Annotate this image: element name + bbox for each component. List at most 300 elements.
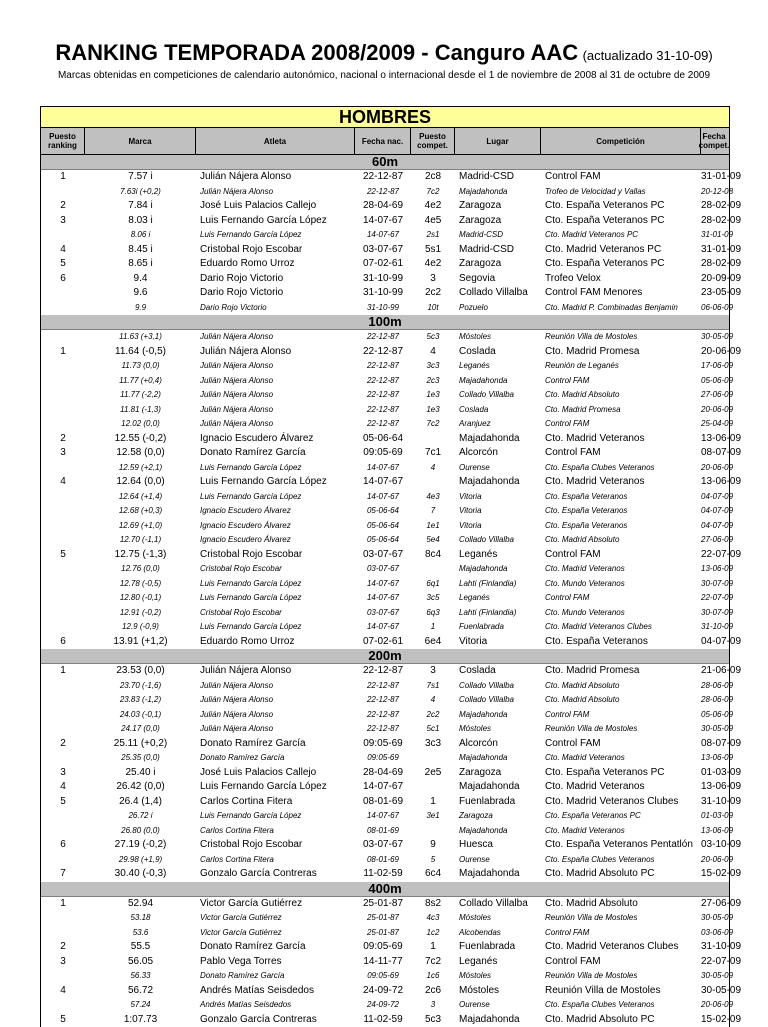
cell-position: 7c1 [411,446,455,461]
col-header-position: Puesto compet. [411,128,455,154]
cell-place: Leganés [455,548,541,563]
cell-date: 22-07-09 [701,548,727,563]
cell-competition: Control FAM [541,170,701,185]
cell-birth-date: 14-07-67 [355,809,411,824]
table-row [41,286,729,301]
table-row [41,446,729,461]
table-row [41,708,729,723]
cell-birth-date: 14-07-67 [355,620,411,635]
table-row [41,257,729,272]
cell-rank [41,228,85,243]
cell-birth-date: 08-01-69 [355,853,411,868]
table-row [41,214,729,229]
cell-competition: Cto. Mundo Veteranos [541,606,701,621]
cell-rank [41,490,85,505]
cell-athlete: Julián Nájera Alonso [196,330,355,345]
cell-mark: 26.80 (0,0) [85,824,196,839]
cell-place: Vitoria [455,490,541,505]
cell-rank [41,708,85,723]
table-row [41,853,729,868]
cell-position: 5c3 [411,330,455,345]
col-header-athlete: Atleta [196,128,355,154]
cell-birth-date: 22-12-87 [355,417,411,432]
cell-rank [41,417,85,432]
cell-competition: Reunión Villa de Mostoles [541,984,701,999]
cell-competition: Cto. Madrid Absoluto [541,679,701,694]
cell-birth-date: 22-12-87 [355,693,411,708]
cell-position: 2e5 [411,766,455,781]
cell-date: 04-07-09 [701,519,727,534]
cell-mark: 52.94 [85,897,196,912]
cell-competition: Control FAM [541,446,701,461]
col-header-competition: Competición [541,128,701,154]
cell-place: Fuenlabrada [455,940,541,955]
cell-place: Móstoles [455,722,541,737]
cell-birth-date: 05-06-64 [355,432,411,447]
title-main: RANKING TEMPORADA 2008/2009 - Canguro AAC [55,40,578,65]
cell-competition: Cto. España Clubes Veteranos [541,998,701,1013]
cell-mark: 9.6 [85,286,196,301]
cell-athlete: Cristobal Rojo Escobar [196,606,355,621]
cell-mark: 7.63i (+0,2) [85,185,196,200]
cell-birth-date: 22-12-87 [355,170,411,185]
cell-birth-date: 22-12-87 [355,679,411,694]
cell-mark: 24.03 (-0,1) [85,708,196,723]
cell-place: Huesca [455,838,541,853]
event-header-200m: 200m [41,649,729,664]
cell-rank: 1 [41,170,85,185]
cell-athlete: Julián Nájera Alonso [196,679,355,694]
cell-rank [41,591,85,606]
cell-rank [41,926,85,941]
cell-mark: 11.77 (+0,4) [85,374,196,389]
cell-athlete: Julián Nájera Alonso [196,664,355,679]
table-row [41,693,729,708]
cell-rank [41,286,85,301]
cell-competition: Cto. España Clubes Veteranos [541,853,701,868]
table-row [41,969,729,984]
cell-competition: Cto. España Veteranos [541,519,701,534]
cell-place: Ourense [455,461,541,476]
cell-mark: 56.72 [85,984,196,999]
cell-date: 13-06-09 [701,780,727,795]
cell-position: 3c3 [411,359,455,374]
cell-position: 2c8 [411,170,455,185]
cell-position: 6e4 [411,635,455,650]
cell-athlete: Julián Nájera Alonso [196,170,355,185]
cell-competition: Trofeo de Velocidad y Vallas [541,185,701,200]
cell-birth-date: 03-07-67 [355,562,411,577]
table-row [41,170,729,185]
cell-date: 03-06-09 [701,926,727,941]
table-row [41,461,729,476]
cell-position [411,824,455,839]
col-header-date: Fecha compet. [701,128,727,154]
cell-competition: Cto. Mundo Veteranos [541,577,701,592]
cell-position: 10t [411,301,455,316]
cell-athlete: Luis Fernando García López [196,475,355,490]
cell-mark: 12.9 (-0,9) [85,620,196,635]
cell-position: 8s2 [411,897,455,912]
cell-competition: Reunión Villa de Mostoles [541,722,701,737]
cell-rank [41,751,85,766]
cell-birth-date: 22-12-87 [355,345,411,360]
cell-date: 31-01-09 [701,228,727,243]
cell-date: 04-07-09 [701,504,727,519]
cell-position: 1e3 [411,388,455,403]
cell-date: 28-06-09 [701,679,727,694]
cell-position: 5s1 [411,243,455,258]
table-row [41,998,729,1013]
cell-place: Lahti (Finlandia) [455,606,541,621]
cell-birth-date: 03-07-67 [355,548,411,563]
table-row [41,940,729,955]
cell-date: 28-02-09 [701,199,727,214]
cell-position: 3c3 [411,737,455,752]
cell-athlete: Donato Ramírez García [196,940,355,955]
cell-competition: Cto. España Veteranos Pentatlón [541,838,701,853]
cell-position: 4c3 [411,911,455,926]
cell-date: 13-06-09 [701,475,727,490]
cell-mark: 53.18 [85,911,196,926]
cell-place: Leganés [455,591,541,606]
cell-date: 04-07-09 [701,490,727,505]
cell-place: Fuenlabrada [455,620,541,635]
cell-date: 06-06-09 [701,301,727,316]
cell-place: Leganés [455,359,541,374]
cell-rank: 2 [41,940,85,955]
table-row [41,533,729,548]
cell-mark: 12.59 (+2,1) [85,461,196,476]
cell-position: 5 [411,853,455,868]
cell-athlete: Andrés Matías Seisdedos [196,984,355,999]
cell-athlete: Carlos Cortina Fitera [196,853,355,868]
cell-date: 20-06-09 [701,853,727,868]
cell-date: 20-06-09 [701,403,727,418]
table-row [41,984,729,999]
cell-place: Coslada [455,403,541,418]
cell-mark: 55.5 [85,940,196,955]
cell-mark: 12.58 (0,0) [85,446,196,461]
cell-position: 6c4 [411,867,455,882]
cell-rank: 6 [41,272,85,287]
cell-athlete: Luis Fernando García López [196,214,355,229]
cell-date: 17-06-09 [701,359,727,374]
cell-athlete: Carlos Cortina Fitera [196,795,355,810]
col-header-place: Lugar [455,128,541,154]
cell-athlete: Julián Nájera Alonso [196,388,355,403]
cell-date: 30-05-09 [701,984,727,999]
cell-mark: 11.73 (0,0) [85,359,196,374]
cell-rank: 2 [41,199,85,214]
cell-mark: 7.57 i [85,170,196,185]
cell-competition: Control FAM [541,708,701,723]
cell-birth-date: 11-02-59 [355,1013,411,1027]
cell-birth-date: 14-07-67 [355,591,411,606]
cell-competition: Cto. España Veteranos [541,490,701,505]
cell-competition: Control FAM [541,548,701,563]
cell-rank: 2 [41,737,85,752]
cell-place: Collado Villalba [455,388,541,403]
cell-mark: 26.4 (1,4) [85,795,196,810]
cell-mark: 23.53 (0,0) [85,664,196,679]
cell-athlete: Donato Ramírez García [196,969,355,984]
cell-athlete: Julián Nájera Alonso [196,185,355,200]
cell-rank [41,809,85,824]
cell-rank: 6 [41,838,85,853]
cell-competition: Control FAM [541,374,701,389]
cell-mark: 12.64 (0,0) [85,475,196,490]
cell-competition: Cto. Madrid Veteranos [541,475,701,490]
cell-athlete: Luis Fernando García López [196,620,355,635]
cell-birth-date: 22-12-87 [355,359,411,374]
cell-competition: Cto. Madrid Absoluto [541,897,701,912]
cell-position: 4 [411,345,455,360]
cell-place: Majadahonda [455,1013,541,1027]
cell-birth-date: 03-07-67 [355,606,411,621]
cell-athlete: Luis Fernando García López [196,228,355,243]
cell-place: Móstoles [455,969,541,984]
cell-birth-date: 07-02-61 [355,635,411,650]
cell-place: Majadahonda [455,824,541,839]
cell-position [411,562,455,577]
cell-mark: 12.68 (+0,3) [85,504,196,519]
cell-rank: 1 [41,345,85,360]
cell-position: 7s1 [411,679,455,694]
cell-athlete: Carlos Cortina Fitera [196,824,355,839]
cell-competition: Control FAM [541,417,701,432]
cell-mark: 56.05 [85,955,196,970]
cell-date: 31-10-09 [701,795,727,810]
page-title [0,40,768,66]
cell-mark: 9.9 [85,301,196,316]
cell-birth-date: 25-01-87 [355,911,411,926]
cell-place: Alcorcón [455,446,541,461]
cell-place: Móstoles [455,330,541,345]
cell-athlete: José Luis Palacios Callejo [196,766,355,781]
cell-athlete: Julián Nájera Alonso [196,403,355,418]
table-row [41,562,729,577]
cell-position: 1c6 [411,969,455,984]
event-header-400m: 400m [41,882,729,897]
cell-mark: 12.55 (-0,2) [85,432,196,447]
cell-birth-date: 22-12-87 [355,374,411,389]
cell-place: Alcobendas [455,926,541,941]
cell-birth-date: 14-07-67 [355,490,411,505]
cell-rank [41,824,85,839]
category-banner: HOMBRES [41,106,729,128]
cell-place: Leganés [455,955,541,970]
cell-mark: 1:07.73 [85,1013,196,1027]
cell-date: 27-06-09 [701,897,727,912]
cell-competition: Cto. España Veteranos PC [541,809,701,824]
table-row [41,272,729,287]
cell-athlete: Donato Ramírez García [196,446,355,461]
cell-competition: Cto. Madrid Veteranos PC [541,243,701,258]
cell-athlete: Ignacio Escudero Álvarez [196,432,355,447]
cell-place: Pozuelo [455,301,541,316]
cell-date: 20-12-08 [701,185,727,200]
cell-athlete: Victor García Gutiérrez [196,897,355,912]
cell-rank [41,969,85,984]
cell-athlete: Luis Fernando García López [196,577,355,592]
cell-athlete: Victor García Gutiérrez [196,911,355,926]
table-row [41,301,729,316]
title-updated: (actualizado 31-10-09) [583,48,713,63]
cell-mark: 12.80 (-0,1) [85,591,196,606]
cell-position: 1 [411,620,455,635]
cell-athlete: Julián Nájera Alonso [196,374,355,389]
cell-mark: 13.91 (+1,2) [85,635,196,650]
cell-athlete: Luis Fernando García López [196,591,355,606]
cell-rank: 4 [41,475,85,490]
cell-rank: 1 [41,664,85,679]
cell-birth-date: 22-12-87 [355,403,411,418]
cell-place: Collado Villalba [455,897,541,912]
cell-mark: 12.78 (-0,5) [85,577,196,592]
cell-birth-date: 22-12-87 [355,722,411,737]
cell-mark: 8.65 i [85,257,196,272]
cell-place: Majadahonda [455,867,541,882]
cell-birth-date: 14-07-67 [355,780,411,795]
cell-birth-date: 09:05-69 [355,969,411,984]
cell-place: Aranjuez [455,417,541,432]
cell-athlete: Julián Nájera Alonso [196,708,355,723]
cell-competition: Cto. Madrid Veteranos [541,562,701,577]
cell-position: 3 [411,664,455,679]
cell-place: Coslada [455,664,541,679]
cell-place: Majadahonda [455,475,541,490]
cell-position: 1e3 [411,403,455,418]
cell-date: 08-07-09 [701,737,727,752]
cell-rank [41,301,85,316]
cell-date: 30-07-09 [701,606,727,621]
cell-competition: Cto. España Veteranos [541,504,701,519]
cell-athlete: Julián Nájera Alonso [196,417,355,432]
table-row [41,359,729,374]
cell-date: 08-07-09 [701,446,727,461]
cell-rank: 3 [41,766,85,781]
cell-birth-date: 14-11-77 [355,955,411,970]
cell-place: Móstoles [455,984,541,999]
cell-competition: Cto. Madrid Veteranos [541,432,701,447]
cell-athlete: Cristobal Rojo Escobar [196,562,355,577]
cell-athlete: Julián Nájera Alonso [196,693,355,708]
cell-position: 4e2 [411,199,455,214]
cell-birth-date: 22-12-87 [355,664,411,679]
cell-position: 4 [411,461,455,476]
table-row [41,1013,729,1027]
cell-rank [41,388,85,403]
cell-athlete: Cristobal Rojo Escobar [196,838,355,853]
cell-athlete: Julián Nájera Alonso [196,359,355,374]
cell-birth-date: 05-06-64 [355,519,411,534]
cell-mark: 29.98 (+1,9) [85,853,196,868]
event-header-60m: 60m [41,155,729,170]
cell-mark: 30.40 (-0,3) [85,867,196,882]
cell-rank: 3 [41,955,85,970]
cell-position: 1 [411,940,455,955]
cell-rank [41,533,85,548]
cell-mark: 12.75 (-1,3) [85,548,196,563]
cell-athlete: Dario Rojo Victorio [196,272,355,287]
cell-position: 1e1 [411,519,455,534]
cell-position [411,475,455,490]
cell-competition: Cto. Madrid Veteranos PC [541,228,701,243]
table-row [41,766,729,781]
cell-mark: 11.77 (-2,2) [85,388,196,403]
cell-birth-date: 07-02-61 [355,257,411,272]
cell-competition: Cto. Madrid Promesa [541,403,701,418]
cell-place: Collado Villalba [455,533,541,548]
cell-rank [41,911,85,926]
cell-competition: Reunión de Leganés [541,359,701,374]
cell-position: 1 [411,795,455,810]
cell-date: 23-05-09 [701,286,727,301]
cell-place: Zaragoza [455,199,541,214]
cell-rank [41,693,85,708]
cell-place: Majadahonda [455,562,541,577]
cell-place: Majadahonda [455,780,541,795]
cell-place: Fuenlabrada [455,795,541,810]
cell-position [411,751,455,766]
cell-date: 28-02-09 [701,257,727,272]
cell-place: Zaragoza [455,214,541,229]
cell-athlete: Ignacio Escudero Álvarez [196,519,355,534]
cell-place: Collado Villalba [455,679,541,694]
cell-rank: 4 [41,780,85,795]
cell-mark: 12.91 (-0,2) [85,606,196,621]
cell-position: 5c3 [411,1013,455,1027]
cell-rank: 5 [41,1013,85,1027]
cell-competition: Cto. Madrid Absoluto [541,693,701,708]
cell-mark: 8.45 i [85,243,196,258]
cell-date: 05-06-09 [701,374,727,389]
cell-birth-date: 31-10-99 [355,272,411,287]
cell-rank [41,722,85,737]
cell-birth-date: 22-12-87 [355,330,411,345]
cell-athlete: Donato Ramírez García [196,751,355,766]
cell-athlete: Julián Nájera Alonso [196,345,355,360]
cell-competition: Cto. Madrid Absoluto PC [541,867,701,882]
cell-birth-date: 28-04-69 [355,199,411,214]
cell-birth-date: 08-01-69 [355,824,411,839]
cell-date: 05-06-09 [701,708,727,723]
table-row [41,751,729,766]
cell-date: 03-10-09 [701,838,727,853]
cell-date: 31-01-09 [701,243,727,258]
cell-birth-date: 24-09-72 [355,998,411,1013]
cell-mark: 11.64 (-0,5) [85,345,196,360]
cell-mark: 25.40 i [85,766,196,781]
cell-mark: 11.81 (-1,3) [85,403,196,418]
cell-date: 01-03-09 [701,766,727,781]
cell-birth-date: 05-06-64 [355,504,411,519]
ranking-table [40,106,730,1027]
cell-mark: 27.19 (-0,2) [85,838,196,853]
cell-rank [41,330,85,345]
cell-place: Zaragoza [455,766,541,781]
cell-birth-date: 03-07-67 [355,838,411,853]
cell-birth-date: 14-07-67 [355,475,411,490]
cell-date: 31-01-09 [701,170,727,185]
table-row [41,243,729,258]
cell-mark: 12.69 (+1,0) [85,519,196,534]
cell-position: 2c2 [411,286,455,301]
cell-birth-date: 28-04-69 [355,766,411,781]
cell-rank: 1 [41,897,85,912]
cell-position: 7c2 [411,417,455,432]
